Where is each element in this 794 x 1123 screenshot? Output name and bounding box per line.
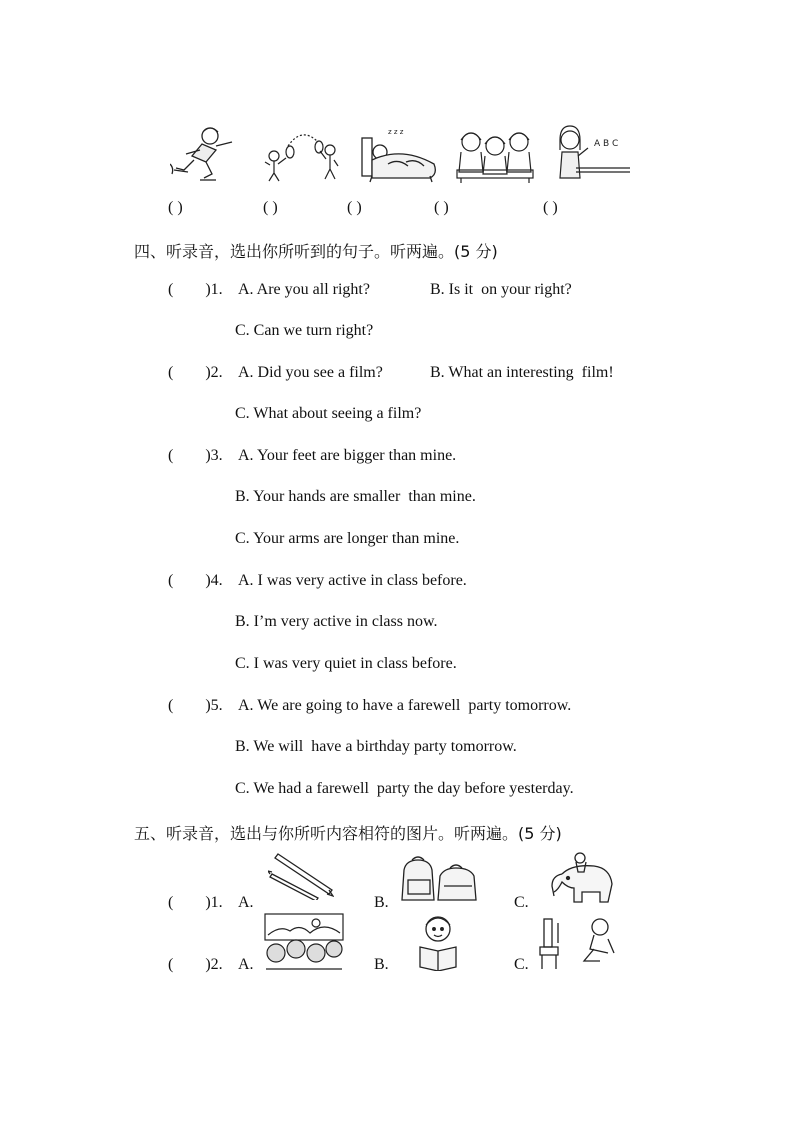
- answer-blank-2[interactable]: ( ): [263, 199, 278, 216]
- q4-5-option-b: B. We will have a birthday party tomorrow.: [235, 738, 517, 755]
- elephant-picture: [540, 852, 616, 908]
- q4-2-blank[interactable]: ( )2.: [168, 364, 223, 381]
- q4-2-option-b: B. What an interesting film!: [430, 364, 614, 381]
- badminton-picture: [262, 134, 342, 184]
- cinema-audience-picture: [264, 913, 344, 971]
- q4-4-option-c: C. I was very quiet in class before.: [235, 655, 457, 672]
- q5-1-label-b: B.: [374, 894, 389, 911]
- q4-3-option-c: C. Your arms are longer than mine.: [235, 530, 460, 547]
- q4-4-blank[interactable]: ( )4.: [168, 572, 223, 589]
- q5-2-label-c: C.: [514, 956, 529, 973]
- q5-2-label-a: A.: [238, 956, 254, 973]
- q4-1-blank[interactable]: ( )1.: [168, 281, 223, 298]
- q4-2-option-c: C. What about seeing a film?: [235, 405, 422, 422]
- school-bags-picture: [400, 856, 478, 906]
- answer-blank-4[interactable]: ( ): [434, 199, 449, 216]
- board-text: A B C: [594, 139, 619, 149]
- girls-eating-picture: [455, 126, 535, 184]
- pens-picture: [268, 852, 334, 900]
- q4-5-blank[interactable]: ( )5.: [168, 697, 223, 714]
- q5-2-label-b: B.: [374, 956, 389, 973]
- q5-2-blank[interactable]: ( )2.: [168, 956, 223, 973]
- section4-heading: 四、听录音，选出你所听到的句子。听两遍。(5 分): [134, 242, 498, 261]
- skating-boy-picture: [170, 124, 240, 184]
- q4-2-option-a: A. Did you see a film?: [238, 364, 383, 381]
- answer-blank-3[interactable]: ( ): [347, 199, 362, 216]
- q4-4-option-b: B. I’m very active in class now.: [235, 613, 438, 630]
- answer-blank-1[interactable]: ( ): [168, 199, 183, 216]
- section5-heading: 五、听录音，选出与你所听内容相符的图片。听两遍。(5 分): [134, 824, 562, 843]
- q4-1-option-b: B. Is it on your right?: [430, 281, 572, 298]
- q4-1-option-c: C. Can we turn right?: [235, 322, 374, 339]
- q5-1-label-a: A.: [238, 894, 254, 911]
- q4-5-option-c: C. We had a farewell party the day before yesterday.: [235, 780, 574, 797]
- q4-4-option-a: A. I was very active in class before.: [238, 572, 467, 589]
- q4-1-option-a: A. Are you all right?: [238, 281, 370, 298]
- svg-text:z z z: z z z: [388, 128, 404, 136]
- q4-3-option-a: A. Your feet are bigger than mine.: [238, 447, 457, 464]
- teacher-picture: [556, 124, 630, 184]
- q5-1-label-c: C.: [514, 894, 529, 911]
- sleeping-picture: [358, 124, 440, 184]
- q4-3-option-b: B. Your hands are smaller than mine.: [235, 488, 476, 505]
- q4-3-blank[interactable]: ( )3.: [168, 447, 223, 464]
- boy-watching-tv-picture: [538, 913, 620, 971]
- boy-reading-picture: [414, 913, 462, 971]
- q5-1-blank[interactable]: ( )1.: [168, 894, 223, 911]
- q4-5-option-a: A. We are going to have a farewell party tomorrow.: [238, 697, 572, 714]
- answer-blank-5[interactable]: ( ): [543, 199, 558, 216]
